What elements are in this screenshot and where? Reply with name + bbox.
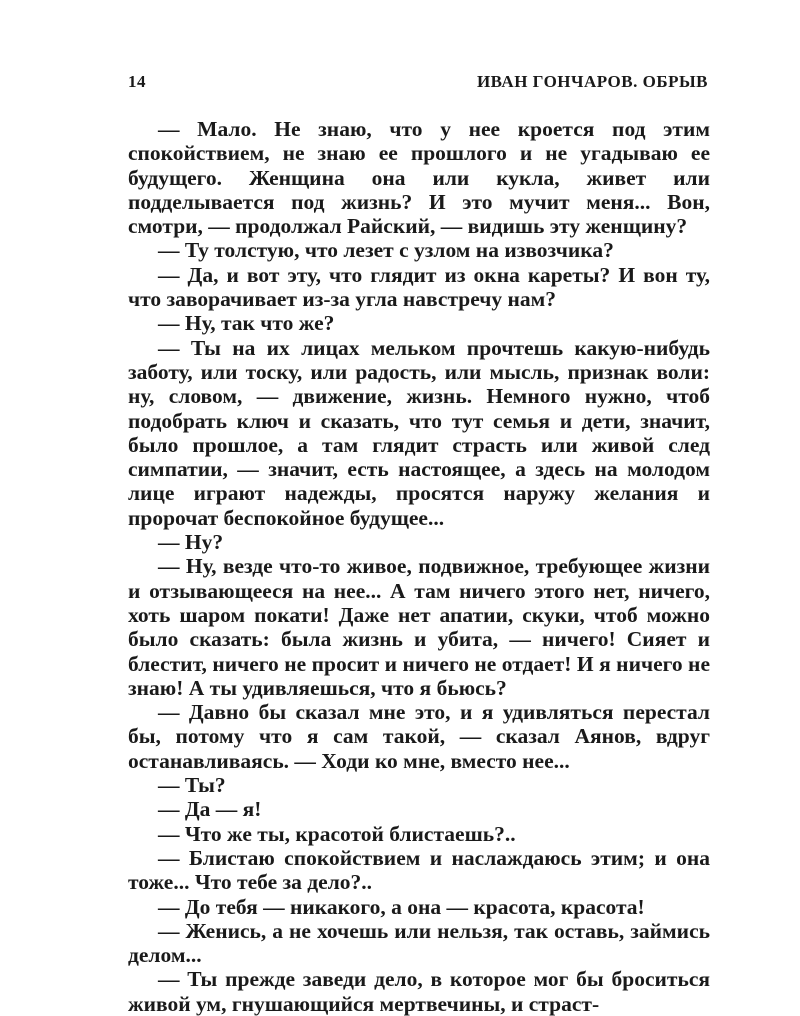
- paragraph: — Ну, так что же?: [158, 311, 335, 336]
- paragraph: — До тебя — никакого, а она — красота, красота!: [158, 894, 645, 919]
- book-title: ИВАН ГОНЧАРОВ. ОБРЫВ: [476, 72, 708, 91]
- paragraph: — Ты?: [158, 773, 226, 798]
- paragraph: — Да — я!: [158, 797, 262, 822]
- paragraph: — Мало. Не знаю, что у нее кроется под этим спокойствием, не знаю ее прошлого и не угадываю ее будущего. Женщина она или кукла, живет или подделывается под жизнь? И это мучит меня... Вон, смотри, — продолжал Райский, — видишь эту женщину?: [128, 117, 710, 239]
- paragraph: — Ты прежде заведи дело, в которое мог бы броситься живой ум, гнушающийся мертвечины, и страст-: [128, 967, 710, 1016]
- paragraph: — Ту толстую, что лезет с узлом на извозчика?: [158, 238, 614, 263]
- paragraph: — Ну, везде что-то живое, подвижное, требующее жизни и отзывающееся на нее... А там ничего этого нет, ничего, хоть шаром покати! Даже нет апатии, скуки, чтоб можно было сказать: была жизнь и убита, — ничего! Сияет и блестит, ничего не просит и ничего не отдает! И я ничего не знаю! А ты удивляешься, что я бьюсь?: [128, 554, 710, 700]
- paragraph: — Блистаю спокойствием и наслаждаюсь этим; и она тоже... Что тебе за дело?..: [128, 845, 710, 895]
- paragraph: — Ну?: [158, 530, 224, 555]
- text-body: [128, 117, 710, 1016]
- running-head: [128, 72, 708, 96]
- paragraph: — Ты на их лицах мельком прочтешь какую-нибудь заботу, или тоску, или радость, или мысль, признак воли: ну, словом, — движение, жизнь. Немного нужно, чтоб подобрать ключ и сказать, что тут семья и дети, значит, было прошлое, а там глядит страсть или живой след симпатии, — значит, есть настоящее, а здесь на молодом лице играют надежды, просятся наружу желания и пророчат беспокойное будущее...: [128, 335, 710, 530]
- paragraph: — Да, и вот эту, что глядит из окна кареты? И вон ту, что заворачивает из-за угла навстречу нам?: [128, 262, 710, 312]
- paragraph: — Давно бы сказал мне это, и я удивляться перестал бы, потому что я сам такой, — сказал Аянов, вдруг останавливаясь. — Ходи ко мне, вместо нее...: [128, 700, 710, 773]
- paragraph: — Что же ты, красотой блистаешь?..: [158, 821, 516, 846]
- paragraph: — Женись, а не хочешь или нельзя, так оставь, займись делом...: [128, 918, 710, 968]
- page-number: 14: [128, 72, 146, 91]
